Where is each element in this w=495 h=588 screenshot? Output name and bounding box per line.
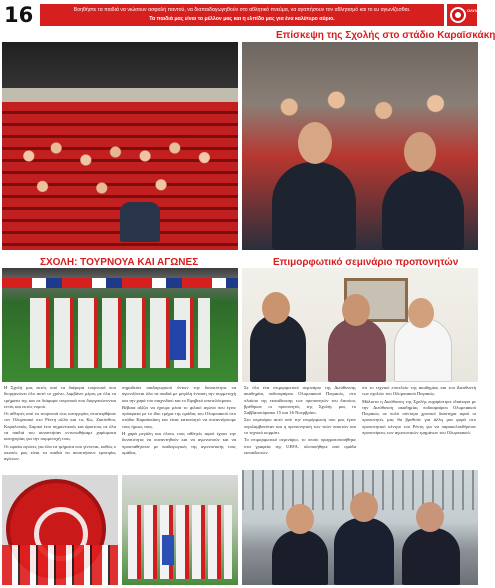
logo-text: ΟΛΥΜΠΙΑΚΟΣ bbox=[467, 8, 494, 13]
article-column-4 bbox=[362, 385, 476, 467]
banner-line-1: Βοηθήστε τα παιδιά να νιώσουν ασφαλή παντού, να διαπαιδαγωγηθούν στο αθλητικό πνεύμα, να αγαπήσουν τον αθλητισμό και το ευ αγωνίζεσθαι. bbox=[73, 7, 411, 13]
article-column-1 bbox=[4, 385, 116, 473]
page-header bbox=[0, 0, 494, 30]
paragraph: Οι ωραίοι αγώνες για όλα τα τμήματα που γίνονται, καθώς ο σκοπός μας είναι τα παιδιά να αποκτήσουν εμπειρίες αγώνων. bbox=[4, 443, 116, 462]
section-title-school: ΣΧΟΛΗ: ΤΟΥΡΝΟΥΑ ΚΑΙ ΑΓΩΝΕΣ bbox=[40, 257, 199, 268]
paragraph: Το επιμορφωτικό σεμινάριο, το οποίο πραγματοποιήθηκε στα γραφεία της UEFA, υλοποιήθηκε από ομάδα εκπαιδευτών. bbox=[244, 437, 356, 455]
article-column-2 bbox=[122, 385, 236, 473]
banner-line-2: Τα παιδιά μας είναι το μέλλον μας και η ελπίδα μας για ένα καλύτερο αύριο. bbox=[149, 16, 335, 22]
paragraph: σημαδεύει παιδαγωγικού όντων την δυνατότητα να αγωνιζόνται όλα τα παιδιά με μεγάλη ένταση την συμμετοχή και την χαρά του παιχνιδιού και το Εφηβικό αποτελέσματα. bbox=[122, 385, 236, 403]
paragraph: Σε όλο ένα επιμορφωτικό σεμινάριο της Διεύθυνσης ακαδημίας ποδοσφαίρου Ολυμπιακού Πειραιώς, στο πλαίσιο της εκπαίδευσης των προπονητών του δικτύου, βρέθηκαν οι προπονητές της Σχολής μας το Σαββατοκύριακο 15 και 16 Νοεμβρίου. bbox=[244, 385, 356, 416]
header-banner bbox=[40, 4, 444, 26]
paragraph: ότι το τεχνικό επιτελείο της ακαδημίας και του Διευθυντή των σχολών του Ολυμπιακού Πειραιώς. bbox=[362, 385, 476, 397]
section-title-visit: Επίσκεψη της Σχολής στο στάδιο Καραϊσκάκη bbox=[276, 30, 495, 41]
fans-stands-photo bbox=[242, 42, 478, 250]
paragraph: Μάλιστα η Διεύθυνση της Σχολής ευχαρίστησε ιδιαίτερα με την Διεύθυνση ακαδημίας ποδοσφαίρου Ολυμπιακού Πειραιώς σε πολύ σύντομο χρονικό διάστημα αφού οι προπονητές μας θα βρεθούν για άλλη μια φορά στο προπονητικό κέντρο του Ρέντη για να παρακολουθήσουν προπονήσεις των αγωνιστικών τμημάτων του Ολυμπιακού. bbox=[362, 398, 476, 436]
page-number: 16 bbox=[4, 3, 34, 27]
paragraph: Η Σχολή μας εκτός από τα διάφορα τουρνουά που διοργανώνει όλο αυτό το χρόνο, λαμβάνει μέρος με όλα τα τμήματα της και σε διάφορα τουρνουά που διοργανώνονται εντός και εκτός νομού. bbox=[4, 385, 116, 409]
paragraph: Οι αθλητές από τα τουρνουά στις κατηγορίες επιστεφθήκαν τον Ολυμπιακό στο Ρέντη αλλά και τις Κω, Ζακύνθου, Κεφαλονιάς, Σαμικό έτσι σημαντικούς και άριστους σε όλα τα παιδιά του συναντήσαν εντυπωθήκαμε χαρίσματα κατηγορίας για την συμμετοχή τους. bbox=[4, 411, 116, 442]
article-column-3 bbox=[244, 385, 356, 467]
club-logo bbox=[447, 4, 494, 26]
section-title-seminar: Επιμορφωτικό σεμινάριο προπονητών bbox=[273, 257, 459, 268]
coaches-group-photo bbox=[242, 470, 478, 585]
paragraph: Η χαρά μεγάλη και όλους τους αθλητές αφού έχουν την δυνατότητα να συναντηθούν και να αγωνιστούν και να προσπαθήσουν με παιδαγωγικές της αγωνιστικής τους ομάδας. bbox=[122, 431, 236, 455]
paragraph: Βέβαια αξίζει να έχουμε μέσα το φιλικό αγώνα που έγινε πρόσφατα με το ίδιο τμήμα της ομάδας του Ολυμπιακού στο στάδιο Καραϊσκάκη και είναι κατανοητό να συναντήσουμε τους ήρωες τους. bbox=[122, 404, 236, 429]
coaches-seminar-photo bbox=[242, 268, 478, 382]
team-tournament-photo bbox=[2, 268, 238, 382]
stadium-visit-photo bbox=[2, 42, 238, 250]
logo-emblem-icon bbox=[450, 7, 466, 23]
paragraph: Στο σεμινάριο αυτό από την επιμόρφωση που μας έγινε περιλαμβανόταν και η προπονητική των νεών παικτών και το τεχνικό κομμάτι. bbox=[244, 417, 356, 436]
kids-team-photo bbox=[122, 475, 238, 585]
club-crest-kids-photo bbox=[2, 475, 118, 585]
